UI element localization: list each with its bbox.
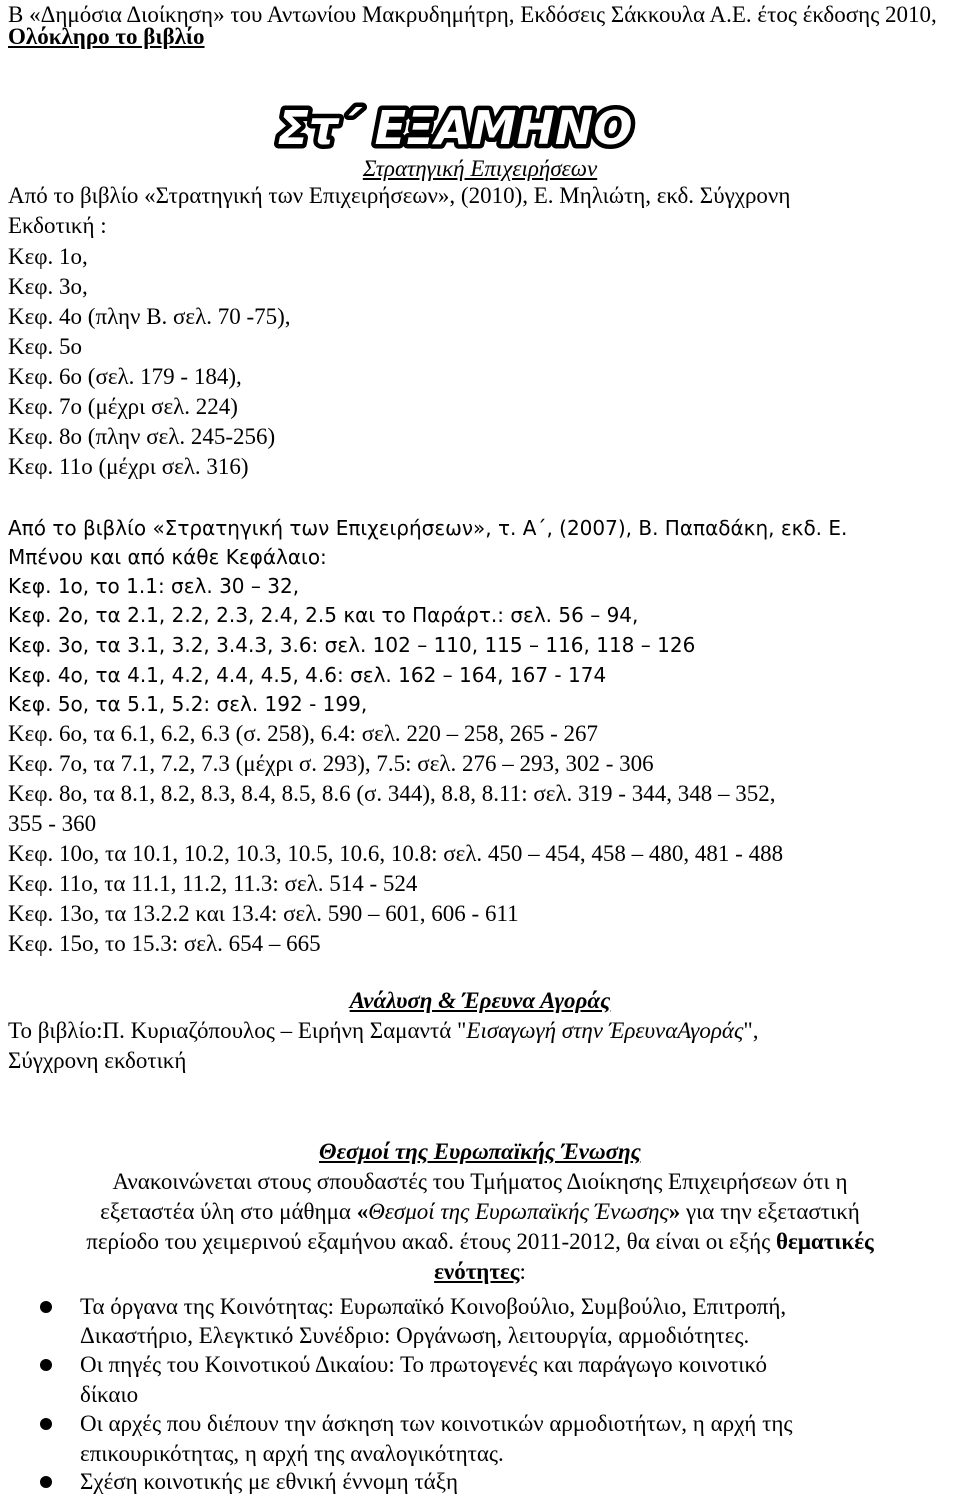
- bullet-text: Οι πηγές του Κοινοτικού Δικαίου: Το πρωτογενές και παράγωγο κοινοτικό: [80, 1352, 768, 1377]
- book2-chapter: Κεφ. 13ο, τα 13.2.2 και 13.4: σελ. 590 – 601, 606 - 611: [8, 901, 519, 926]
- strategy-intro-2: Εκδοτική :: [8, 213, 107, 238]
- book2-chapter: Κεφ. 15ο, το 15.3: σελ. 654 – 665: [8, 931, 321, 956]
- eu-paragraph-4: ενότητες:: [434, 1259, 526, 1284]
- strategy-intro-1: Από το βιβλίο «Στρατηγική των Επιχειρήσεων», (2010), Ε. Μηλιώτη, εκδ. Σύγχρονη: [8, 183, 791, 208]
- book2-chapter: Κεφ. 8ο, τα 8.1, 8.2, 8.3, 8.4, 8.5, 8.6 (σ. 344), 8.8, 8.11: σελ. 319 - 344, 348 – 352,: [8, 781, 776, 806]
- market-line-2: Σύγχρονη εκδοτική: [8, 1048, 187, 1073]
- chapter-line: Κεφ. 5ο: [8, 334, 83, 359]
- book2-line-2: Μπένου και από κάθε Κεφάλαιο:: [8, 545, 327, 569]
- book2-chapter: Κεφ. 5ο, τα 5.1, 5.2: σελ. 192 - 199,: [8, 692, 368, 716]
- bullet-text: Δικαστήριο, Ελεγκτικό Συνέδριο: Οργάνωση, λειτουργία, αρμοδιότητες.: [80, 1323, 750, 1348]
- bullet-text: επικουρικότητας, η αρχή της αναλογικότητας.: [80, 1441, 504, 1466]
- market-line-1: Το βιβλίο:Π. Κυριαζόπουλος – Ειρήνη Σαμαντά "Εισαγωγή στην ΈρευναΑγοράς",: [8, 1018, 759, 1043]
- header-line-2: Ολόκληρο το βιβλίο: [8, 24, 205, 49]
- bullet-icon: [40, 1418, 52, 1430]
- book2-chapter: Κεφ. 10ο, τα 10.1, 10.2, 10.3, 10.5, 10.6, 10.8: σελ. 450 – 454, 458 – 480, 481 - 488: [8, 841, 784, 866]
- eu-paragraph-3: περίοδο του χειμερινού εξαμήνου ακαδ. έτους 2011-2012, θα είναι οι εξής θεματικές: [86, 1229, 874, 1254]
- logo-text: Στ΄ ΕΞΑΜΗΝΟ: [277, 101, 633, 155]
- book2-chapter: Κεφ. 11ο, τα 11.1, 11.2, 11.3: σελ. 514 - 524: [8, 871, 418, 896]
- chapter-line: Κεφ. 4ο (πλην Β. σελ. 70 -75),: [8, 304, 291, 329]
- market-title: Ανάλυση & Έρευνα Αγοράς: [349, 988, 611, 1013]
- chapter-line: Κεφ. 3ο,: [8, 274, 88, 299]
- book2-chapter: Κεφ. 7ο, τα 7.1, 7.2, 7.3 (μέχρι σ. 293), 7.5: σελ. 276 – 293, 302 - 306: [8, 751, 654, 776]
- book2-chapter: Κεφ. 2ο, τα 2.1, 2.2, 2.3, 2.4, 2.5 και το Παράρτ.: σελ. 56 – 94,: [8, 603, 639, 627]
- strategy-title: Στρατηγική Επιχειρήσεων: [362, 156, 598, 181]
- bullet-icon: [40, 1301, 52, 1313]
- header-line-1: Β «Δημόσια Διοίκηση» του Αντωνίου Μακρυδημήτρη, Εκδόσεις Σάκκουλα Α.Ε. έτος έκδοσης 2010,: [8, 2, 937, 27]
- eu-paragraph-1: Ανακοινώνεται στους σπουδαστές του Τμήματος Διοίκησης Επιχειρήσεων ότι η: [112, 1169, 848, 1194]
- book2-chapter: 355 - 360: [8, 811, 97, 836]
- book2-chapter: Κεφ. 3ο, τα 3.1, 3.2, 3.4.3, 3.6: σελ. 102 – 110, 115 – 116, 118 – 126: [8, 633, 696, 657]
- chapter-line: Κεφ. 6ο (σελ. 179 - 184),: [8, 364, 242, 389]
- book2-chapter: Κεφ. 6ο, τα 6.1, 6.2, 6.3 (σ. 258), 6.4: σελ. 220 – 258, 265 - 267: [8, 721, 599, 746]
- chapter-line: Κεφ. 1ο,: [8, 244, 88, 269]
- chapter-line: Κεφ. 11ο (μέχρι σελ. 316): [8, 454, 249, 479]
- bullet-icon: [40, 1476, 52, 1488]
- semester-logo: [277, 96, 633, 156]
- chapter-line: Κεφ. 8ο (πλην σελ. 245-256): [8, 424, 276, 449]
- bullet-text: Οι αρχές που διέπουν την άσκηση των κοινοτικών αρμοδιοτήτων, η αρχή της: [80, 1411, 793, 1436]
- bullet-text: Σχέση κοινοτικής με εθνική έννομη τάξη: [80, 1469, 459, 1494]
- chapter-line: Κεφ. 7ο (μέχρι σελ. 224): [8, 394, 238, 419]
- book2-chapter: Κεφ. 4ο, τα 4.1, 4.2, 4.4, 4.5, 4.6: σελ. 162 – 164, 167 - 174: [8, 663, 607, 687]
- eu-title: Θεσμοί της Ευρωπαϊκής Ένωσης: [319, 1139, 641, 1164]
- eu-paragraph-2: εξεταστέα ύλη στο μάθημα «Θεσμοί της Ευρωπαϊκής Ένωσης» για την εξεταστική: [100, 1199, 860, 1224]
- book2-chapter: Κεφ. 1ο, το 1.1: σελ. 30 – 32,: [8, 574, 300, 598]
- book2-line-1: Από το βιβλίο «Στρατηγική των Επιχειρήσεων», τ. Α΄, (2007), Β. Παπαδάκη, εκδ. Ε.: [8, 516, 848, 540]
- bullet-text: δίκαιο: [80, 1382, 139, 1407]
- bullet-text: Τα όργανα της Κοινότητας: Ευρωπαϊκό Κοινοβούλιο, Συμβούλιο, Επιτροπή,: [80, 1294, 787, 1319]
- bullet-icon: [40, 1359, 52, 1371]
